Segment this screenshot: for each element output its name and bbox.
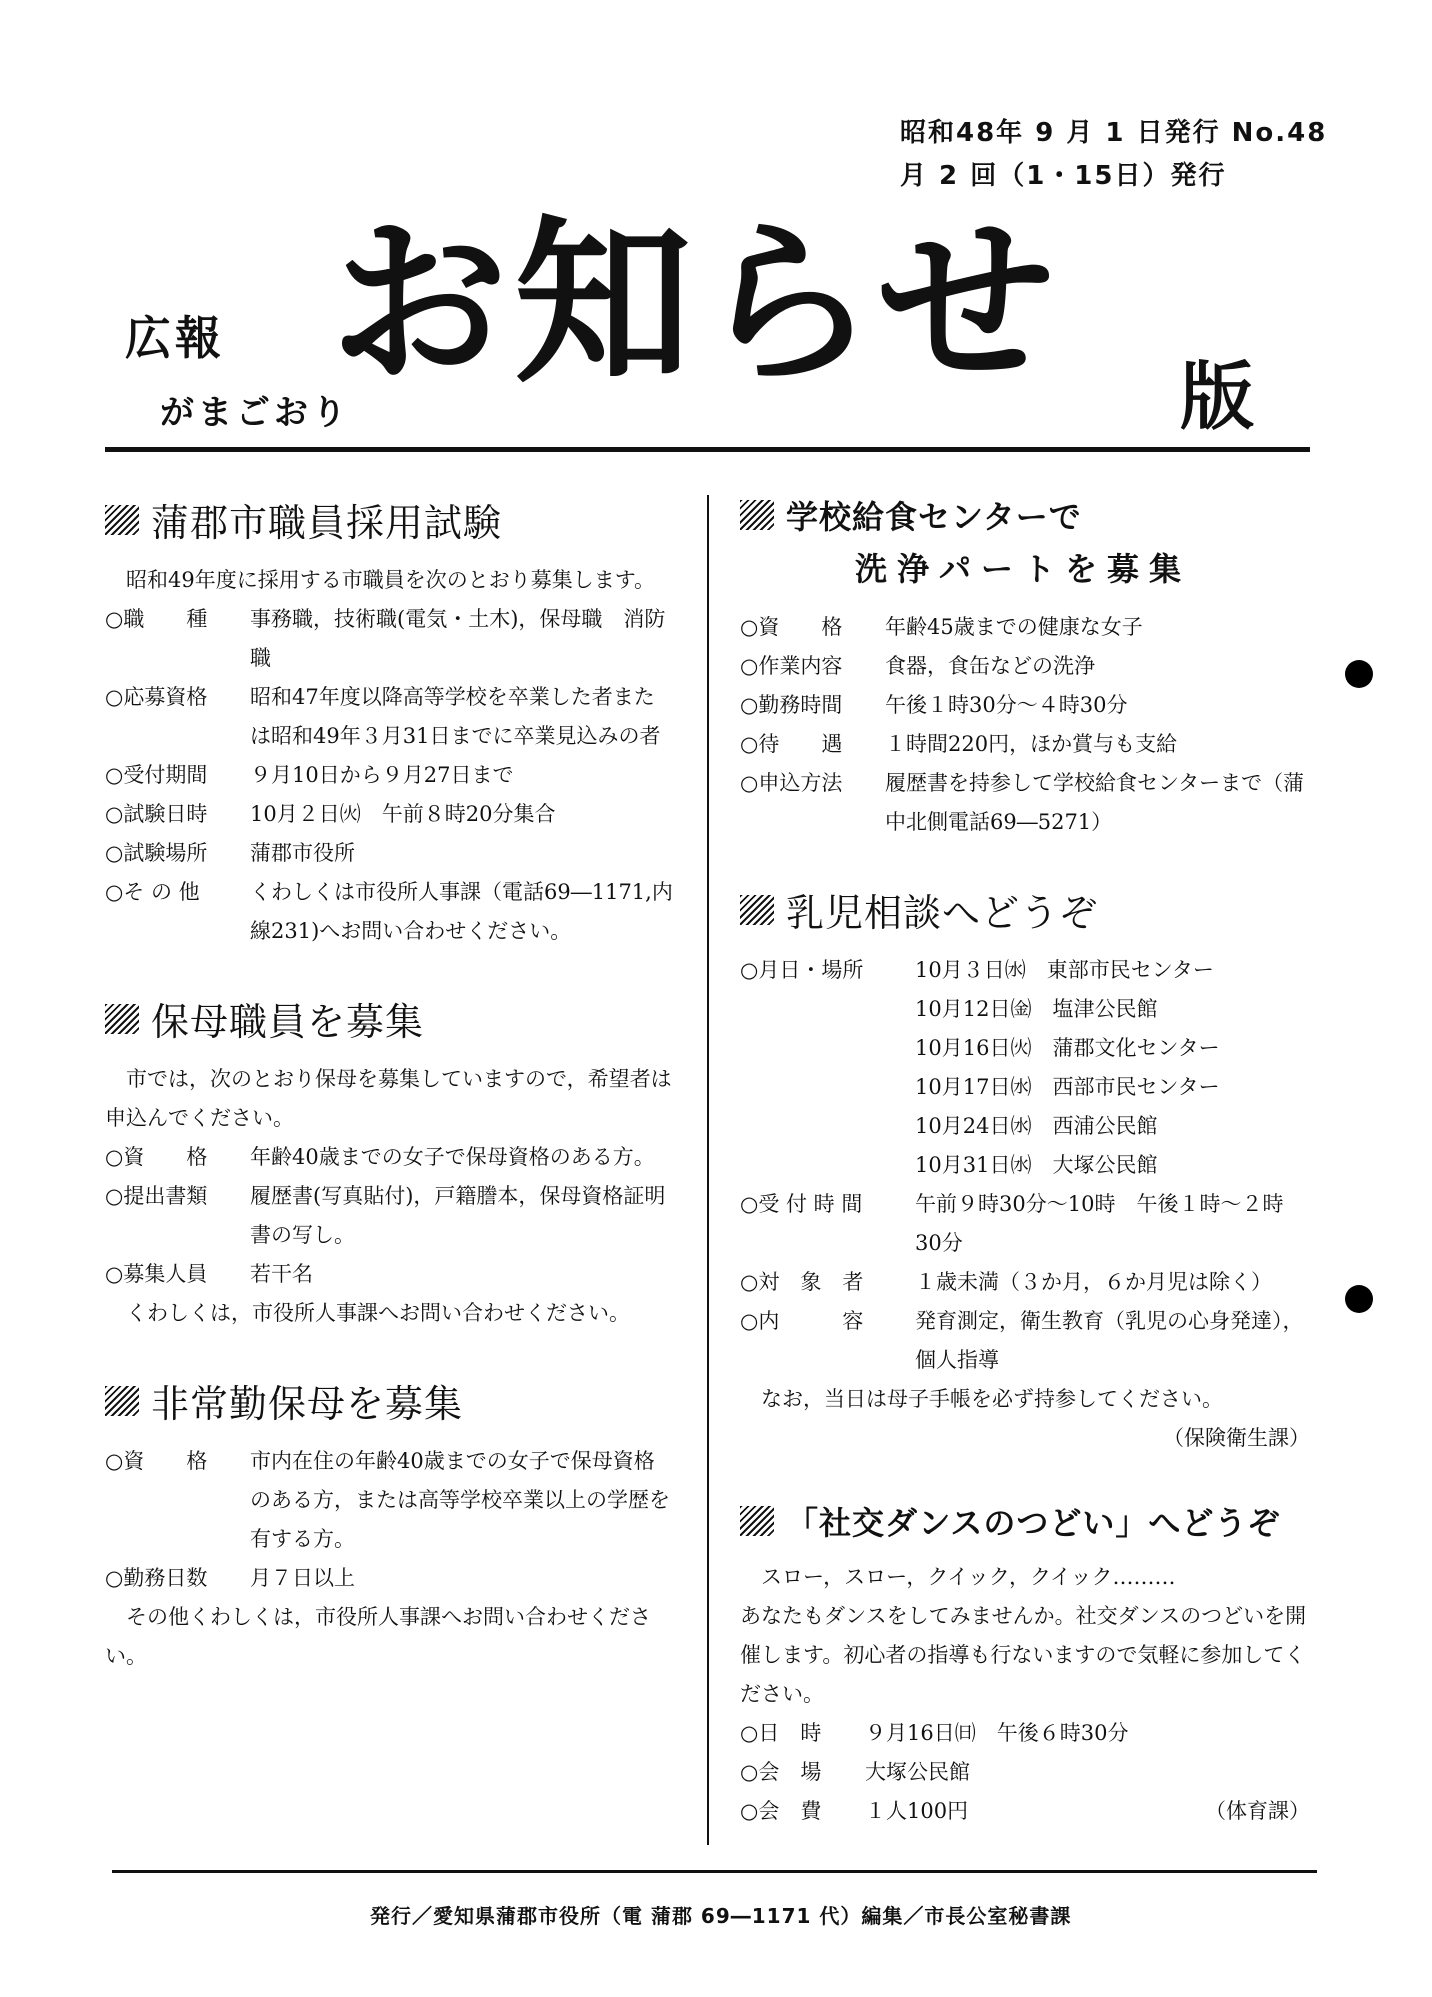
outro-text: くわしくは，市役所人事課へお問い合わせください。 xyxy=(126,1301,630,1325)
info-row: ○受 付 時 間 午前９時30分～10時 午後１時～２時30分 xyxy=(740,1192,1284,1255)
section-heading: 学校給食センターで xyxy=(740,492,1310,538)
venue-list xyxy=(915,951,1310,1185)
section-infant-consult xyxy=(740,882,1310,1458)
intro-text: あなたもダンスをしてみませんか。社交ダンスのつどいを開催します。初心者の指導も行ないますので気軽に参加してください。 xyxy=(740,1604,1307,1706)
info-row: ○応募資格 昭和47年度以降高等学校を卒業した者または昭和49年３月31日までに卒業見込みの者 xyxy=(105,685,661,748)
outro-text: その他くわしくは，市役所人事課へお問い合わせください。 xyxy=(105,1605,651,1668)
section-staff-exam xyxy=(105,492,675,951)
hatch-icon xyxy=(740,500,774,530)
masthead-rule xyxy=(105,447,1310,452)
info-row: ○受付期間 ９月10日から９月27日まで xyxy=(105,763,514,787)
info-row: ○待 遇 １時間220円，ほか賞与も支給 xyxy=(740,732,1178,756)
section-school-lunch xyxy=(740,492,1310,842)
masthead-han: 版 xyxy=(1180,354,1254,440)
info-row: ○勤務日数 月７日以上 xyxy=(105,1566,355,1590)
section-nursery-staff xyxy=(105,991,675,1333)
masthead-koho: 広報 xyxy=(125,311,225,365)
section-heading: 乳児相談へどうぞ xyxy=(740,882,1310,937)
section-heading: 蒲郡市職員採用試験 xyxy=(105,492,675,547)
department: （保険衛生課） xyxy=(1163,1426,1310,1450)
left-column xyxy=(105,492,675,1716)
info-row: ○提出書類 履歴書(写真貼付)，戸籍謄本，保母資格証明書の写し。 xyxy=(105,1184,666,1247)
hatch-icon xyxy=(105,1386,139,1416)
info-row: ○資 格 市内在住の年齢40歳までの女子で保母資格のある方，または高等学校卒業以上の学歴を有する方。 xyxy=(105,1449,670,1551)
info-row: ○募集人員 若干名 xyxy=(105,1262,313,1286)
masthead-title: お知らせ xyxy=(330,200,1061,407)
section-parttime-nursery xyxy=(105,1373,675,1676)
hatch-icon xyxy=(740,895,774,925)
footer-rule xyxy=(112,1870,1317,1873)
venue-item: 10月24日㈬ 西浦公民館 xyxy=(915,1114,1158,1138)
masthead-kana: がまごおり xyxy=(160,393,350,433)
hatch-icon xyxy=(105,1004,139,1034)
info-row: ○対 象 者 １歳未満（３か月，６か月児は除く） xyxy=(740,1270,1272,1294)
info-row: ○資 格 年齢45歳までの健康な女子 xyxy=(740,615,1143,639)
right-column xyxy=(740,492,1310,1871)
hatch-icon xyxy=(105,505,139,535)
venue-item: 10月12日㈮ 塩津公民館 xyxy=(915,997,1158,1021)
footer-publisher: 発行／愛知県蒲郡市役所（電 蒲郡 69―1171 代）編集／市長公室秘書課 xyxy=(370,1904,1072,1928)
info-row: ○作業内容 食器，食缶などの洗浄 xyxy=(740,654,1095,678)
note-text: なお，当日は母子手帳を必ず持参してください。 xyxy=(761,1387,1223,1411)
venue-item: 10月17日㈬ 西部市民センター xyxy=(915,1075,1220,1099)
info-row: ○会 費 １人100円 （体育課） xyxy=(740,1792,1310,1831)
section-heading-line2: 洗浄パートを募集 xyxy=(855,550,1192,588)
intro-text: 昭和49年度に採用する市職員を次のとおり募集します。 xyxy=(126,568,656,592)
issue-date: 昭和48年 9 月 1 日発行 No.48 xyxy=(900,118,1328,148)
info-row: ○日 時 ９月16日㈰ 午後６時30分 xyxy=(740,1721,1129,1745)
punch-hole xyxy=(1345,1285,1373,1313)
lead-text: スロー，スロー，クイック，クイック……… xyxy=(761,1565,1176,1589)
info-row: ○試験場所 蒲郡市役所 xyxy=(105,841,355,865)
info-row: ○試験日時 10月２日㈫ 午前８時20分集合 xyxy=(105,802,556,826)
venue-item: 10月31日㈬ 大塚公民館 xyxy=(915,1153,1158,1177)
venue-item: 10月16日㈫ 蒲郡文化センター xyxy=(915,1036,1220,1060)
section-heading: 「社交ダンスのつどい」へどうぞ xyxy=(740,1498,1310,1544)
punch-hole xyxy=(1345,660,1373,688)
info-row: ○会 場 大塚公民館 xyxy=(740,1760,970,1784)
department: （体育課） xyxy=(1205,1799,1310,1823)
venue-item: 10月３日㈬ 東部市民センター xyxy=(915,958,1214,982)
intro-text: 市では，次のとおり保母を募集していますので，希望者は申込んでください。 xyxy=(105,1067,672,1130)
info-row: ○職 種 事務職，技術職(電気・土木)，保母職 消防職 xyxy=(105,607,666,670)
info-row: ○申込方法 履歴書を持参して学校給食センターまで（蒲中北側電話69―5271） xyxy=(740,771,1305,834)
info-row: ○内 容 発育測定，衛生教育（乳児の心身発達），個人指導 xyxy=(740,1309,1304,1372)
info-row: ○勤務時間 午後１時30分～４時30分 xyxy=(740,693,1128,717)
column-divider xyxy=(707,495,709,1845)
info-row: ○そ の 他 くわしくは市役所人事課（電話69―1171,内線231)へお問い合わせください。 xyxy=(105,880,673,943)
venue-row: ○月日・場所 10月３日㈬ 東部市民センター 10月12日㈮ 塩津公民館 10月16日㈫ 蒲郡文化センター 10月17日㈬ 西部市民センター 10月24日㈬ 西浦公民館 10月31日㈬ 大塚公民館 xyxy=(740,951,1310,1185)
issue-frequency: 月 2 回（1・15日）発行 xyxy=(900,161,1227,191)
section-heading: 非常勤保母を募集 xyxy=(105,1373,675,1428)
info-row: ○資 格 年齢40歳までの女子で保母資格のある方。 xyxy=(105,1145,655,1169)
section-heading: 保母職員を募集 xyxy=(105,991,675,1046)
section-social-dance xyxy=(740,1498,1310,1831)
hatch-icon xyxy=(740,1506,774,1536)
